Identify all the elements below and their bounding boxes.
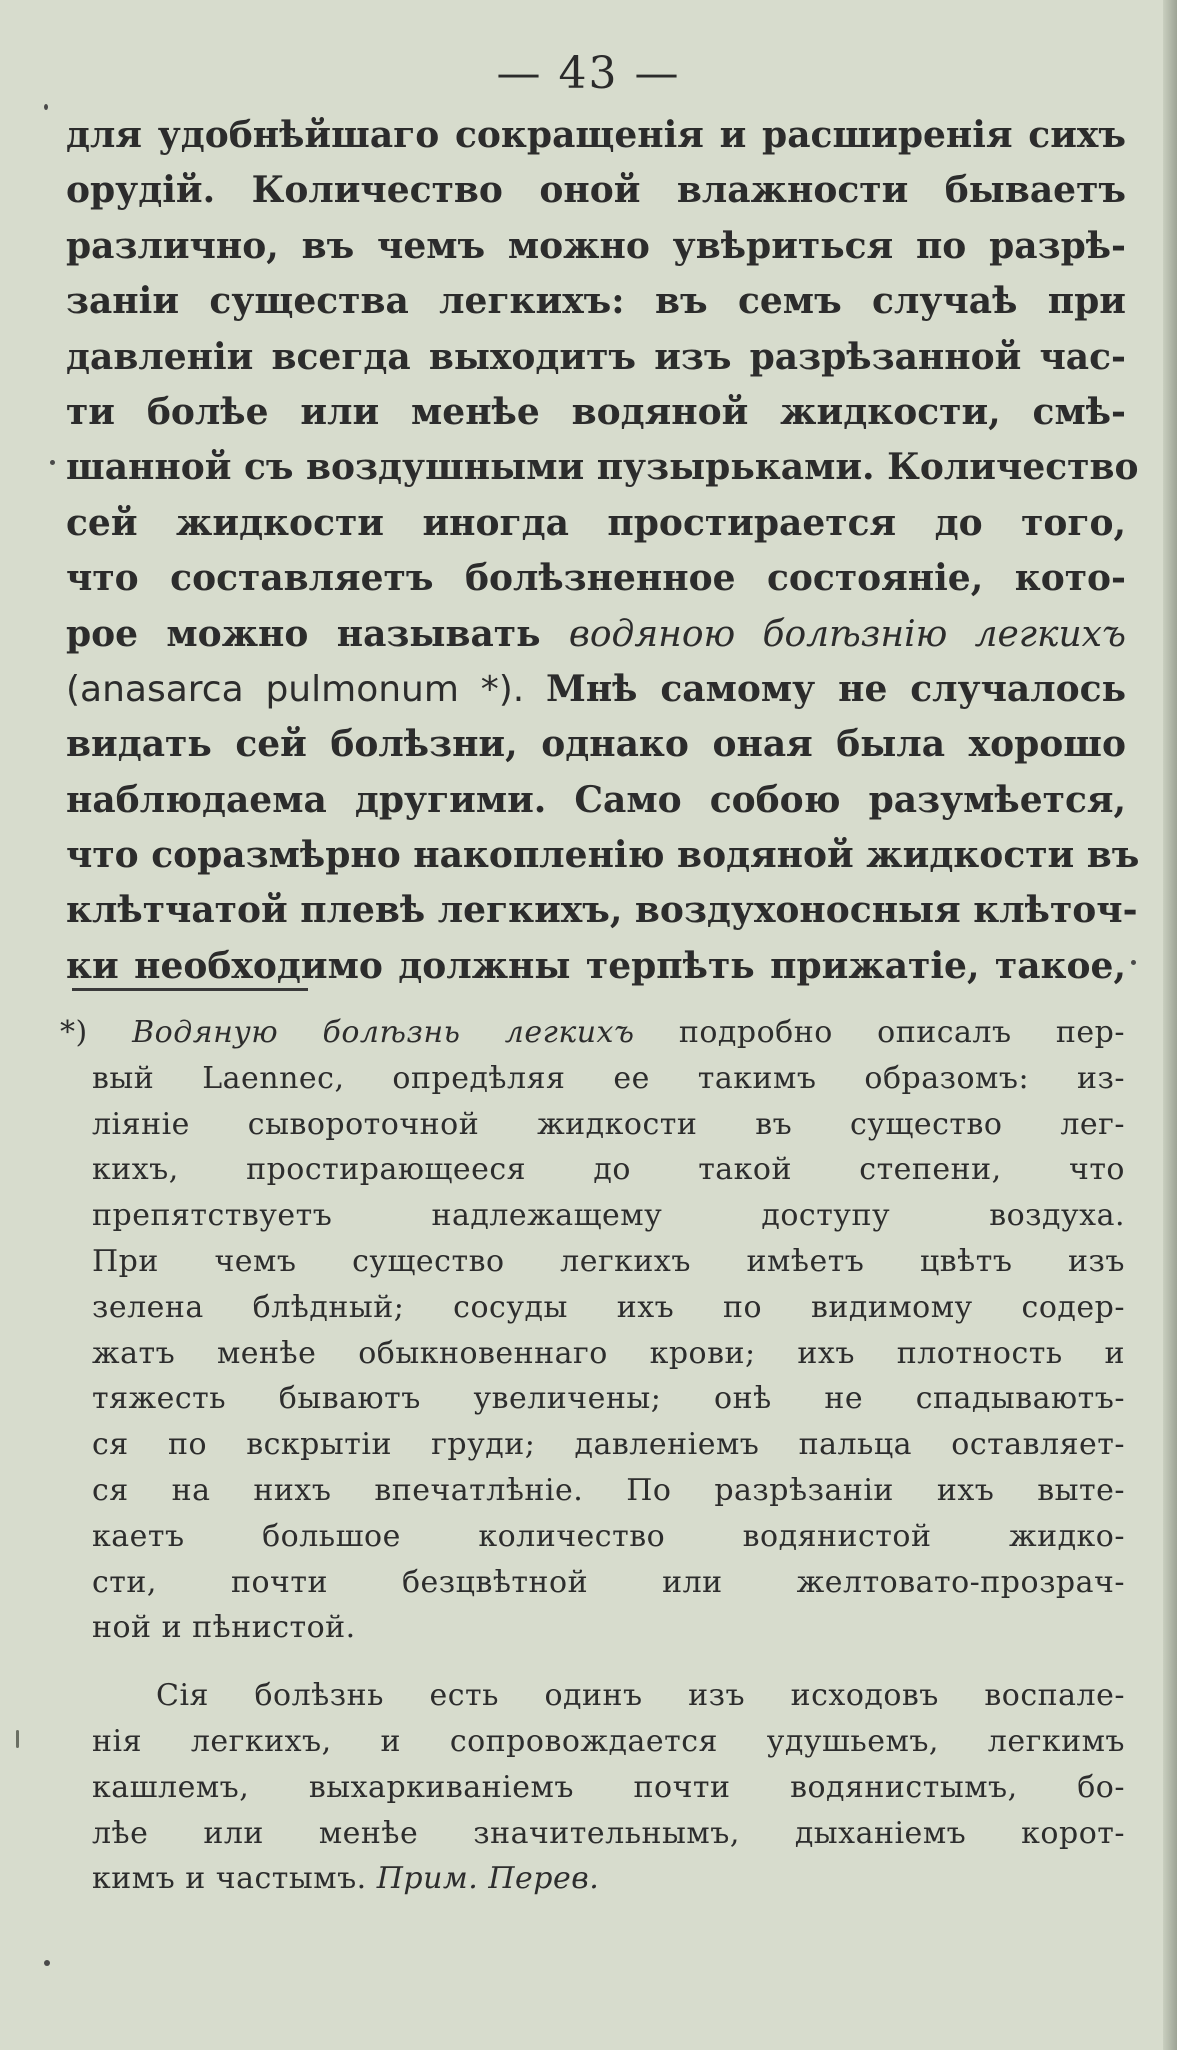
footnote-line: ной и пѣнистой. bbox=[92, 1610, 356, 1646]
page-number: — 43 — bbox=[496, 48, 681, 99]
paper-speck bbox=[16, 1730, 19, 1748]
italic-term: Водяную болѣзнь легкихъ bbox=[132, 1015, 635, 1050]
text-line: для удобнѣйшаго сокращенія и расширенія сихъ bbox=[66, 114, 1126, 156]
footnote-line: ся по вскрытіи груди; давленіемъ пальца оставляет- bbox=[92, 1427, 1125, 1463]
main-paragraph bbox=[66, 108, 1140, 994]
footnote bbox=[60, 1010, 1125, 1902]
footnote-divider bbox=[72, 988, 308, 991]
text-segment: кимъ и частымъ. bbox=[92, 1861, 377, 1897]
paper-speck bbox=[44, 104, 48, 110]
footnote-marker: *) bbox=[60, 1015, 133, 1050]
footnote-line: препятствуетъ надлежащему доступу воздуха. bbox=[92, 1198, 1125, 1234]
text-line: заніи существа легкихъ: въ семъ случаѣ при bbox=[66, 280, 1126, 323]
text-line: клѣтчатой плевѣ легкихъ, воздухоносныя клѣточ- bbox=[66, 889, 1138, 932]
latin-term: (anasarca pulmonum *). bbox=[66, 668, 546, 710]
paper-speck bbox=[1131, 960, 1136, 965]
footnote-line: При чемъ существо легкихъ имѣетъ цвѣтъ изъ bbox=[92, 1243, 1125, 1279]
footnote-line: ліяніе сывороточной жидкости въ существо лег- bbox=[92, 1106, 1125, 1142]
text-line: что соразмѣрно накопленію водяной жидкости въ bbox=[66, 834, 1140, 877]
italic-term: водяною болѣзнію легкихъ bbox=[568, 613, 1126, 655]
note-line bbox=[60, 1856, 1125, 1902]
text-line: давленіи всегда выходитъ изъ разрѣзанной час- bbox=[66, 335, 1126, 378]
footnote-line bbox=[60, 1010, 1125, 1056]
footnote-line: сти, почти безцвѣтной или желтовато-прозрач- bbox=[92, 1564, 1125, 1600]
footnote-line: ся на нихъ впечатлѣніе. По разрѣзаніи ихъ выте- bbox=[92, 1472, 1125, 1508]
text-line: наблюдаема другими. Само собою разумѣется, bbox=[66, 778, 1126, 821]
note-line: Сія болѣзнь есть одинъ изъ исходовъ воспале- bbox=[156, 1678, 1125, 1714]
text-line: что составляетъ болѣзненное состояніе, кото- bbox=[66, 557, 1126, 600]
note-line: нія легкихъ, и сопровождается удушьемъ, легкимъ bbox=[92, 1723, 1125, 1759]
text-line: сей жидкости иногда простирается до того, bbox=[66, 501, 1126, 544]
text-line: шанной съ воздушными пузырьками. Количество bbox=[66, 446, 1139, 489]
footnote-line: жатъ менѣе обыкновеннаго крови; ихъ плотность и bbox=[92, 1335, 1125, 1371]
text-line: ки необходимо должны терпѣть прижатіе, такое, bbox=[66, 944, 1126, 987]
paragraph-gap bbox=[60, 1651, 1125, 1673]
footnote-line: каетъ большое количество водянистой жидко- bbox=[92, 1518, 1125, 1554]
note-line: кашлемъ, выхаркиваніемъ почти водянистымъ, бо- bbox=[92, 1769, 1125, 1805]
footnote-line: тяжесть бываютъ увеличены; онѣ не спадываютъ- bbox=[92, 1381, 1125, 1417]
page-edge-shadow bbox=[1163, 0, 1177, 2050]
text-line bbox=[66, 607, 1126, 662]
paper-speck bbox=[44, 1960, 50, 1966]
note-line: лѣе или менѣе значительнымъ, дыханіемъ корот- bbox=[92, 1815, 1125, 1851]
footnote-line: зелена блѣдный; сосуды ихъ по видимому содер- bbox=[92, 1289, 1125, 1325]
text-line: видать сей болѣзни, однако оная была хорошо bbox=[66, 723, 1126, 766]
translator-note-signature: Прим. Перев. bbox=[376, 1861, 600, 1897]
footnote-line: кихъ, простирающееся до такой степени, что bbox=[92, 1152, 1125, 1188]
text-line: ти болѣе или менѣе водяной жидкости, смѣ- bbox=[66, 390, 1126, 433]
text-line bbox=[66, 662, 1126, 717]
text-line: орудій. Количество оной влажности бываетъ bbox=[66, 169, 1126, 212]
text-segment: рое можно называть bbox=[66, 612, 569, 655]
text-segment: Мнѣ самому не случалось bbox=[545, 667, 1126, 710]
paper-speck bbox=[50, 460, 55, 465]
text-segment: подробно описалъ пер- bbox=[634, 1015, 1126, 1050]
text-line: различно, въ чемъ можно увѣриться по разрѣ- bbox=[66, 224, 1126, 267]
footnote-line: вый Laennec, опредѣляя ее такимъ образомъ: из- bbox=[92, 1060, 1125, 1096]
